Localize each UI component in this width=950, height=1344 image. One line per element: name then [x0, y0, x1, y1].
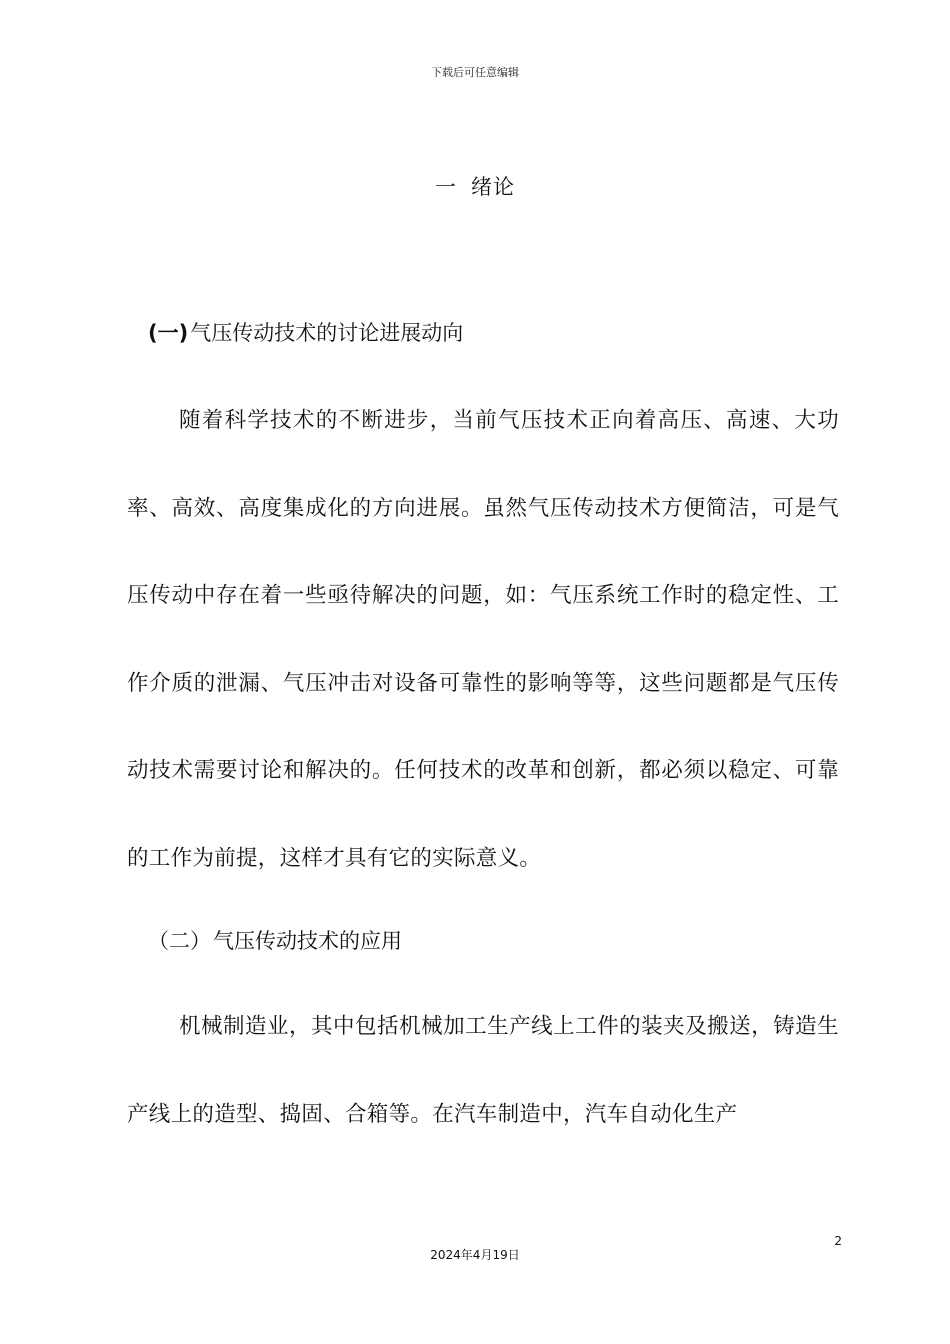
page-header: 下载后可任意编辑: [431, 66, 519, 79]
body-paragraph-1: 随着科学技术的不断进步，当前气压技术正向着高压、高速、大功率、高效、高度集成化的方向进展。虽然气压传动技术方便简洁，可是气压传动中存在着一些亟待解决的问题，如：气压系统工作时的稳定性、工作介质的泄漏、气压冲击对设备可靠性的影响等等，这些问题都是气压传动技术需要讨论和解决的。任何技术的改革和创新，都必须以稳定、可靠的工作为前提，这样才具有它的实际意义。: [127, 408, 839, 871]
chapter-title: [0, 172, 950, 202]
body-paragraph-2: 机械制造业，其中包括机械加工生产线上工件的装夹及搬送，铸造生产线上的造型、捣固、合箱等。在汽车制造中，汽车自动化生产: [127, 1014, 839, 1127]
section-heading-1: [148, 318, 463, 348]
section-title: 气压传动技术的应用: [213, 929, 402, 953]
footer-date: 2024年4月19日: [430, 1248, 520, 1262]
section-title: 气压传动技术的讨论进展动向: [190, 321, 464, 345]
section-prefix: (一): [148, 321, 189, 345]
page-number: 2: [834, 1234, 842, 1248]
section-heading-2: [148, 926, 402, 956]
chapter-number: 一: [435, 175, 457, 199]
section-prefix: （二）: [148, 929, 211, 953]
chapter-title-text: 绪论: [471, 175, 515, 199]
